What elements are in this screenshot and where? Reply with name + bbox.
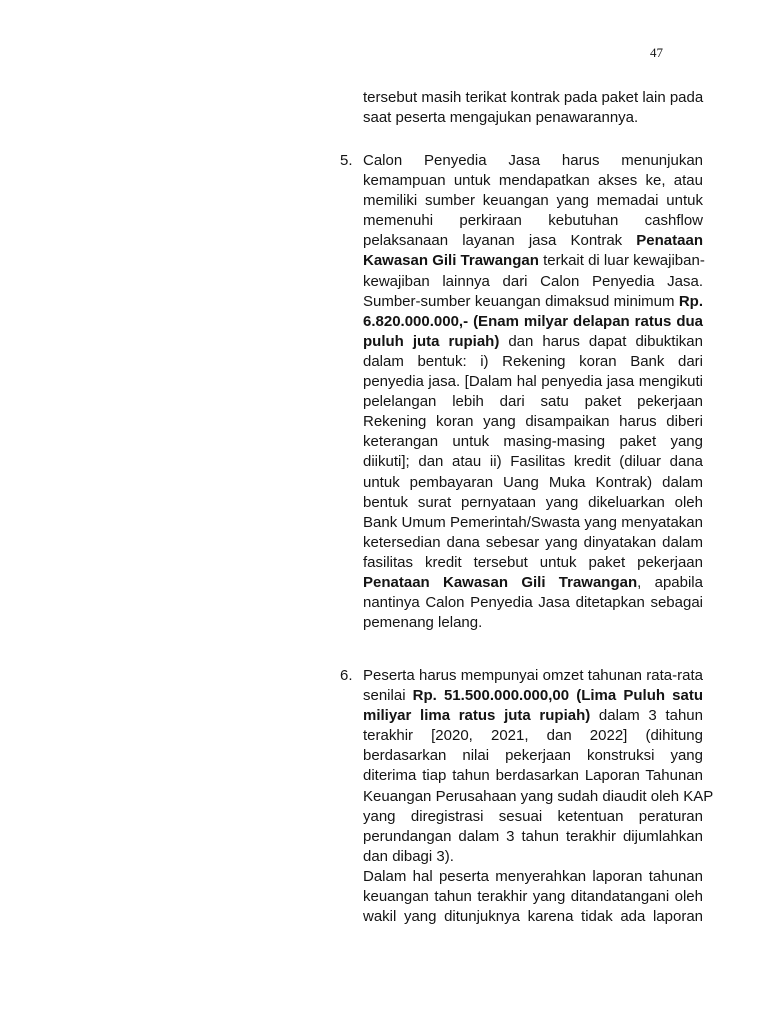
text-run: terkait di luar kewajiban-: [538, 252, 705, 270]
text-run: diterima tiap tahun berdasarkan Laporan Tahunan: [363, 767, 703, 785]
text-run: dan harus dapat dibuktikan: [499, 332, 703, 350]
text-run: Calon Penyedia Jasa harus menunjukan: [363, 152, 703, 169]
text-line: [363, 827, 703, 847]
text-line: [363, 272, 703, 292]
text-run: diikuti]; dan atau ii) Fasilitas kredit (diluar dana: [363, 453, 703, 471]
text-run: kemampuan untuk mendapatkan akses ke, atau: [363, 172, 703, 190]
text-line: [363, 726, 703, 746]
text-line: [363, 231, 703, 251]
text-line: [363, 292, 703, 312]
text-line: [363, 787, 714, 807]
text-line: [363, 412, 703, 432]
text-line: [363, 452, 703, 472]
text-run: memiliki sumber keuangan yang memadai untuk: [363, 192, 703, 210]
text-run: Rekening koran yang disampaikan harus diberi: [363, 413, 703, 431]
text-run: pemenang lelang.: [363, 614, 483, 632]
text-line: [363, 191, 703, 211]
bold-text: Rp.: [678, 292, 703, 310]
text-line: [363, 513, 703, 533]
text-run: , apabila: [637, 573, 703, 591]
text-line: [363, 171, 703, 191]
text-run: Keuangan Perusahaan yang sudah diaudit oleh KAP: [363, 787, 714, 805]
text-run: dan dibagi 3).: [363, 847, 454, 865]
list-number-6: 6.: [340, 667, 353, 684]
text-line: [363, 887, 703, 907]
text-line: [363, 593, 703, 613]
text-run: Dalam hal peserta menyerahkan laporan tahunan: [363, 867, 703, 885]
text-line: [363, 766, 703, 786]
text-line: [363, 686, 703, 706]
bold-text: 6.820.000.000,-: [363, 312, 469, 330]
text-line: [363, 746, 703, 766]
list-number-5: 5.: [340, 152, 353, 169]
text-line: [363, 573, 703, 593]
page-number: 47: [650, 45, 663, 60]
text-run: pelelangan lebih dari satu paket pekerjaan: [363, 393, 703, 411]
text-run: perundangan dalam 3 tahun terakhir dijumlahkan: [363, 827, 703, 845]
bold-text: puluh juta rupiah): [363, 332, 500, 350]
text-run: Peserta harus mempunyai omzet tahunan rata-rata: [363, 667, 703, 684]
text-line: [363, 613, 703, 633]
text-line: [363, 706, 703, 726]
text-line: [363, 807, 703, 827]
text-run: ketersedian dana sebesar yang dinyatakan dalam: [363, 533, 703, 551]
bold-text: Kawasan Gili Trawangan: [363, 252, 539, 270]
text-run: penyedia jasa. [Dalam hal penyedia jasa mengikuti: [363, 373, 703, 391]
text-run: untuk pembayaran Uang Muka Kontrak) dalam: [363, 473, 703, 491]
text-run: memenuhi perkiraan kebutuhan cashflow: [363, 212, 703, 230]
text-line: [363, 493, 703, 513]
text-run: nantinya Calon Penyedia Jasa ditetapkan sebagai: [363, 594, 703, 612]
text-run: keuangan tahun terakhir yang ditandatangani oleh: [363, 888, 703, 906]
text-line: [363, 251, 703, 271]
text-line: [363, 211, 703, 231]
list-item-5-body: [363, 151, 703, 633]
text-run: berdasarkan nilai pekerjaan konstruksi yang: [363, 747, 703, 765]
text-line: [363, 473, 703, 493]
text-line: [363, 847, 703, 867]
text-run: wakil yang ditunjuknya karena tidak ada laporan: [363, 908, 703, 926]
text-run: dalam 3 tahun: [590, 707, 703, 725]
text-run: Sumber-sumber keuangan dimaksud minimum: [363, 292, 679, 310]
text-run: Bank Umum Pemerintah/Swasta yang menyatakan: [363, 513, 703, 531]
text-line: [363, 352, 703, 372]
text-line: [363, 666, 703, 686]
text-line: [363, 372, 703, 392]
bold-text: Penataan Kawasan Gili Trawangan: [363, 573, 638, 591]
bold-text: Penataan: [636, 232, 703, 250]
bold-text: (Enam milyar delapan ratus dua: [473, 312, 703, 330]
text-run: pelaksanaan layanan jasa Kontrak: [363, 232, 637, 250]
text-line: [363, 151, 703, 171]
list-item-6-body: [363, 666, 714, 927]
text-run: terakhir [2020, 2021, dan 2022] (dihitung: [363, 727, 703, 745]
text-run: bentuk surat pernyataan yang dikeluarkan oleh: [363, 493, 703, 511]
text-run: senilai: [363, 687, 413, 705]
text-line: [363, 867, 703, 887]
bold-text: Rp. 51.500.000.000,00 (Lima Puluh satu: [412, 687, 703, 705]
text-line: [363, 432, 703, 452]
text-line: [363, 332, 703, 352]
text-run: kewajiban lainnya dari Calon Penyedia Jasa.: [363, 272, 703, 290]
bold-text: miliyar lima ratus juta rupiah): [363, 707, 591, 725]
text-run: dalam bentuk: i) Rekening koran Bank dari: [363, 352, 703, 370]
intro-paragraph: [363, 88, 703, 128]
text-run: keterangan untuk masing-masing paket yang: [363, 433, 703, 451]
text-line: tersebut masih terikat kontrak pada paket lain pada: [363, 89, 704, 106]
text-line: saat peserta mengajukan penawarannya.: [363, 109, 639, 127]
text-line: [363, 533, 703, 553]
text-line: [363, 392, 703, 412]
text-line: [363, 312, 703, 332]
text-run: yang diregistrasi sesuai ketentuan peraturan: [363, 807, 703, 825]
text-line: [363, 907, 703, 927]
text-run: fasilitas kredit tersebut untuk paket pekerjaan: [363, 553, 703, 571]
text-line: [363, 553, 703, 573]
